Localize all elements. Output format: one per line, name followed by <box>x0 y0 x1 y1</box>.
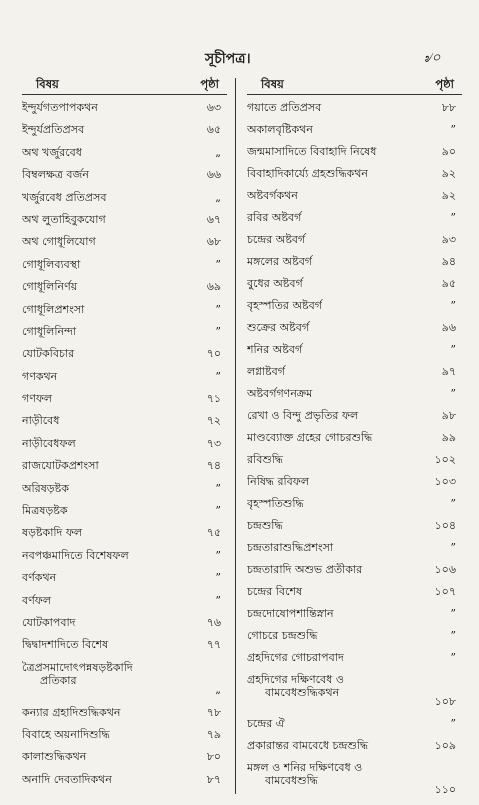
entry-subject-line: ষড়ষ্টকাদি ফল <box>22 526 83 540</box>
entry-subject <box>247 497 420 510</box>
entry-page: ১০২ <box>434 453 456 466</box>
entry-subject <box>247 431 420 444</box>
entry-page: ” <box>450 717 456 730</box>
entry-page: ৬৯ <box>206 280 221 294</box>
page-header: পৃষ্ঠা <box>200 77 219 91</box>
entry-page: ৯২ <box>441 167 456 180</box>
entry-page: ১০৩ <box>434 475 456 488</box>
entry-subject <box>247 563 420 576</box>
entry-subject-line: মিত্রষড়ষ্টক <box>22 504 68 518</box>
entry-subject <box>247 585 420 598</box>
entry-page: ৬৬ <box>206 168 221 182</box>
entry-subject-line-2: বামবেধশুদ্ধিকথন <box>265 686 340 699</box>
entry-page: ৭৮ <box>206 705 221 719</box>
index-entry <box>247 761 462 805</box>
entry-page: ৭১ <box>206 392 221 406</box>
entry-subject-line: বিম্বলক্ষত্র বর্জন <box>22 168 89 182</box>
entry-page: ৮৭ <box>206 772 221 786</box>
entry-subject <box>247 409 420 422</box>
entry-subject-line: অথ গোধূলিযোগ <box>22 235 96 249</box>
index-column-right <box>247 76 462 805</box>
entry-page: ৮০ <box>206 750 221 764</box>
entry-subject-line: রেখা ও বিন্দু প্রভৃতির ফল <box>247 409 359 422</box>
entry-page: ৯৪ <box>441 255 456 268</box>
entry-subject <box>247 651 420 664</box>
entry-page: ” <box>450 299 456 312</box>
column-divider <box>235 78 236 794</box>
index-entry <box>22 504 227 526</box>
entry-subject <box>247 607 420 620</box>
entry-subject-line: চন্দ্রশুদ্ধি <box>247 519 283 532</box>
entry-subject-line: কালাশুদ্ধিকথন <box>22 750 87 764</box>
index-entry <box>247 233 462 255</box>
entry-subject-line: চন্দ্রের বিশেষ <box>247 585 303 598</box>
index-entry <box>247 101 462 123</box>
entry-subject-line-2: বামবেধশুদ্ধি <box>265 774 318 787</box>
index-entry <box>22 482 227 504</box>
index-entry <box>22 191 227 213</box>
entry-page: ৭৫ <box>206 526 221 540</box>
entry-subject <box>247 541 420 554</box>
index-entry <box>22 168 227 190</box>
entry-page: ১০৯ <box>434 739 456 752</box>
entry-subject <box>22 459 185 472</box>
index-entry <box>22 146 227 168</box>
entry-subject-line: শুক্রের অষ্টবর্গ <box>247 321 310 334</box>
index-entry <box>247 365 462 387</box>
entry-subject-line: গণফল <box>22 392 53 406</box>
index-entry <box>247 739 462 761</box>
entry-subject-line: বিবাহে অয়নাদিশুদ্ধি <box>22 727 110 741</box>
entry-subject <box>247 761 420 787</box>
entry-page: ৯৩ <box>441 233 456 246</box>
entry-page: ” <box>450 629 456 642</box>
entry-page: ৯৬ <box>441 321 456 334</box>
entry-subject-line: চন্দ্রদোষোপশান্তিস্নান <box>247 607 334 620</box>
entry-subject-line: রাজযোটকপ্রশংসা <box>22 459 99 473</box>
index-entry <box>247 387 462 409</box>
index-entry <box>247 255 462 277</box>
index-entry <box>22 414 227 436</box>
entry-page: ৬৮ <box>206 235 221 249</box>
index-entry <box>247 519 462 541</box>
entry-subject-line: নাড়ীবেধ <box>22 414 60 428</box>
index-entry <box>22 616 227 638</box>
entry-subject-line: লগ্নাষ্টবর্গ <box>247 365 285 378</box>
entry-subject-line: গোধূলিব্যবস্থা <box>22 257 81 271</box>
index-entry <box>22 706 227 728</box>
entry-page: ” <box>215 548 221 562</box>
entry-page: ” <box>215 257 221 271</box>
entry-subject <box>247 277 420 290</box>
entry-subject <box>247 255 420 268</box>
entry-subject <box>22 414 185 427</box>
index-entry <box>22 392 227 414</box>
index-entry <box>22 571 227 593</box>
entry-subject-line: বিবাহাদিকার্য্যে গ্রহশুদ্ধিকথন <box>247 167 368 180</box>
index-entry <box>247 607 462 629</box>
entry-page: „ <box>215 190 221 204</box>
entry-subject-line: অরিষড়ষ্টক <box>22 481 69 495</box>
entry-page: ৭৯ <box>206 727 221 741</box>
entry-page: ” <box>450 123 456 136</box>
entry-subject-line: মাণ্ডব্যোক্ত গ্রহের গোচরশুদ্ধি <box>247 431 373 444</box>
index-entry <box>247 145 462 167</box>
index-entry <box>247 211 462 233</box>
entry-subject <box>22 661 185 687</box>
entry-subject-line: চন্দ্রতারাশুদ্ধিপ্রশংসা <box>247 541 334 554</box>
entry-subject <box>247 453 420 466</box>
entry-subject <box>247 519 420 532</box>
entry-page: ” <box>450 211 456 224</box>
column-header <box>247 76 462 95</box>
entry-subject-line: বৃহস্পতিশুদ্ধি <box>247 497 304 510</box>
index-list-right <box>247 101 462 805</box>
index-entry <box>22 437 227 459</box>
entry-page: ৭৭ <box>206 638 221 652</box>
entry-subject <box>247 343 420 356</box>
index-entry <box>22 213 227 235</box>
entry-subject <box>247 167 420 180</box>
entry-subject-line: গোধূলিনির্ণয় <box>22 280 78 294</box>
entry-subject-line: বর্ণফল <box>22 593 52 607</box>
index-column-left <box>22 76 227 795</box>
entry-page: ৭২ <box>206 414 221 428</box>
entry-page: ” <box>450 387 456 400</box>
index-title: সূচীপত্র। <box>205 51 251 67</box>
entry-page: „ <box>215 145 221 159</box>
index-entry <box>247 123 462 145</box>
entry-subject <box>247 101 420 114</box>
entry-subject-line: চন্দ্রতারাদি অশুভ প্রতীকার <box>247 563 363 576</box>
entry-subject <box>22 504 185 517</box>
index-entry <box>22 773 227 795</box>
index-entry <box>22 347 227 369</box>
entry-subject-line: অষ্টবর্গকথন <box>247 189 298 202</box>
entry-subject <box>22 594 185 607</box>
entry-subject <box>247 739 420 752</box>
entry-page: ” <box>450 651 456 664</box>
index-entry <box>247 167 462 189</box>
entry-subject-line: গোধূলিপ্রশংসা <box>22 302 85 316</box>
entry-page: ” <box>450 541 456 554</box>
index-entry <box>247 475 462 497</box>
entry-page: ৭৬ <box>206 615 221 629</box>
entry-subject-line: রবির অষ্টবর্গ <box>247 211 302 224</box>
index-entry <box>22 661 227 706</box>
index-entry <box>247 585 462 607</box>
entry-page: ” <box>450 343 456 356</box>
entry-subject <box>247 629 420 642</box>
entry-subject-line: ইন্দুৰ্যপ্রতিপ্রসব <box>22 123 85 137</box>
entry-subject-line: গোধূলিনিন্দা <box>22 324 77 338</box>
entry-subject-line: নবপঞ্চমাদিতে বিশেষফল <box>22 548 129 562</box>
entry-subject-line: চন্দ্রের অষ্টবর্গ <box>247 233 306 246</box>
entry-subject <box>22 325 185 338</box>
index-entry <box>22 459 227 481</box>
entry-subject <box>22 258 185 271</box>
entry-subject <box>247 145 420 158</box>
page-number: ৶০ <box>424 50 441 66</box>
entry-page: ৯০ <box>441 145 456 158</box>
entry-subject-line: দ্বিদ্বাদশাদিতে বিশেষ <box>22 638 109 652</box>
entry-page: ১০৬ <box>434 563 456 576</box>
entry-page: ১১০ <box>434 783 456 796</box>
index-entry <box>247 563 462 585</box>
entry-subject-line: রবিশুদ্ধি <box>247 453 284 466</box>
entry-page: ৯৯ <box>441 431 456 444</box>
entry-page: ” <box>215 324 221 338</box>
index-entry <box>22 549 227 571</box>
entry-subject-line: ইন্দুৰ্যগতপাপকথন <box>22 101 98 114</box>
entry-subject-line: চন্দ্রের ঐ <box>247 717 285 730</box>
index-list-left <box>22 101 227 795</box>
entry-subject <box>22 101 185 114</box>
entry-page: ৯৮ <box>441 409 456 422</box>
entry-page: ৭৩ <box>206 436 221 450</box>
entry-subject <box>22 191 185 204</box>
entry-subject-line: জন্মমাসাদিতে বিবাহাদি নিষেধ <box>247 145 377 158</box>
index-entry <box>247 673 462 717</box>
entry-subject-line: কন্যার গ্রহাদিশুদ্ধিকথন <box>22 705 121 719</box>
entry-subject-line: অষ্টবর্গগণনক্রম <box>247 387 313 400</box>
index-entry <box>247 409 462 431</box>
entry-subject-line-2: প্রতিকার <box>40 673 77 687</box>
entry-subject <box>22 526 185 539</box>
entry-subject-line: বুধের অষ্টবর্গ <box>247 277 303 290</box>
entry-page: ” <box>215 302 221 316</box>
entry-page: ৮৮ <box>441 101 456 114</box>
entry-subject-line: প্রকারান্তর বামবেধে চন্দ্রশুদ্ধি <box>247 739 369 752</box>
entry-page: ৭৪ <box>206 459 221 473</box>
entry-subject-line: গোচরে চন্দ্রশুদ্ধি <box>247 629 318 642</box>
entry-subject-line: মঙ্গলের অষ্টবর্গ <box>247 255 313 268</box>
entry-subject <box>247 387 420 400</box>
entry-subject <box>247 321 420 334</box>
entry-subject-line: গ্রহদিগের দক্ষিণবেধ ও <box>247 673 344 686</box>
entry-subject <box>247 365 420 378</box>
entry-subject <box>247 123 420 136</box>
index-entry <box>22 303 227 325</box>
entry-page: ৯৫ <box>441 277 456 290</box>
entry-subject-line: ত্রৈপ্রসমাদোৎপন্নষড়ষ্টকাদি <box>22 660 133 674</box>
entry-subject-line: গয়াতে প্রতিপ্রসব <box>247 101 322 114</box>
index-entry <box>247 321 462 343</box>
entry-subject <box>22 392 185 405</box>
entry-subject <box>22 280 185 293</box>
entry-page: ” <box>450 607 456 620</box>
index-entry <box>22 235 227 257</box>
entry-page: ৬৩ <box>206 101 221 114</box>
entry-subject <box>22 347 185 360</box>
index-entry <box>247 717 462 739</box>
entry-page: ১০৮ <box>434 695 456 708</box>
index-entry <box>22 280 227 302</box>
page-header: পৃষ্ঠা <box>435 77 454 91</box>
entry-subject <box>22 549 185 562</box>
entry-subject-line: অথ লুতাহিবুকযোগ <box>22 212 106 226</box>
index-entry <box>247 453 462 475</box>
entry-subject <box>22 706 185 719</box>
entry-page: ৯৭ <box>441 365 456 378</box>
entry-subject-line: অথ খর্জুরবেধ <box>22 145 82 159</box>
index-entry <box>247 431 462 453</box>
entry-subject-line: যোটকবিচার <box>22 347 75 361</box>
entry-subject-line: অকালবৃষ্টিকথন <box>247 123 313 136</box>
entry-subject-line: নিষিদ্ধ রবিফল <box>247 475 310 488</box>
entry-subject <box>22 146 185 159</box>
entry-subject <box>22 370 185 383</box>
entry-subject <box>247 233 420 246</box>
entry-subject <box>22 235 185 248</box>
subject-header: বিষয় <box>261 77 284 91</box>
entry-subject <box>22 616 185 629</box>
index-entry <box>22 370 227 392</box>
entry-subject <box>247 299 420 312</box>
entry-subject-line: মঙ্গল ও শনির দক্ষিণবেধ ও <box>247 761 363 774</box>
index-entry <box>22 258 227 280</box>
entry-subject <box>22 168 185 181</box>
entry-page: ” <box>215 593 221 607</box>
entry-subject-line: গ্রহদিগের গোচরাপবাদ <box>247 651 344 664</box>
entry-subject <box>247 475 420 488</box>
subject-header: বিষয় <box>36 77 59 91</box>
index-entry <box>247 299 462 321</box>
entry-subject <box>22 638 185 651</box>
entry-page: ৬৫ <box>206 123 221 137</box>
entry-subject-line: নাড়ীবেধফল <box>22 436 76 450</box>
entry-subject <box>22 571 185 584</box>
index-entry <box>247 541 462 563</box>
entry-subject-line: খর্জুরবেধ প্রতিপ্রসব <box>22 190 107 204</box>
entry-page: ১০৪ <box>434 519 456 532</box>
entry-page: ১০৭ <box>434 585 456 598</box>
entry-page: ৯২ <box>441 189 456 202</box>
entry-subject <box>22 750 185 763</box>
entry-subject <box>22 728 185 741</box>
column-header <box>22 76 227 95</box>
entry-page: ৬৭ <box>206 212 221 226</box>
entry-page: ” <box>215 504 221 518</box>
index-entry <box>247 629 462 651</box>
index-entry <box>247 343 462 365</box>
entry-subject-line: বৃহস্পতির অষ্টবর্গ <box>247 299 322 312</box>
entry-subject <box>247 673 420 699</box>
index-entry <box>22 594 227 616</box>
entry-subject <box>22 482 185 495</box>
entry-subject <box>247 717 420 730</box>
index-entry <box>247 497 462 519</box>
entry-page: ৭০ <box>206 347 221 361</box>
index-entry <box>22 750 227 772</box>
entry-subject <box>247 189 420 202</box>
index-entry <box>22 123 227 145</box>
index-entry <box>22 325 227 347</box>
entry-subject <box>22 303 185 316</box>
index-entry <box>22 728 227 750</box>
entry-subject <box>247 211 420 224</box>
index-entry <box>247 189 462 211</box>
entry-page: ” <box>215 481 221 495</box>
index-entry <box>22 526 227 548</box>
entry-page: „ <box>215 683 221 697</box>
index-entry <box>247 651 462 673</box>
entry-page: ” <box>215 571 221 585</box>
index-entry <box>22 638 227 660</box>
entry-subject-line: অনাদি দেবতাদিকথন <box>22 772 112 786</box>
entry-subject-line: বর্ণকথন <box>22 571 57 585</box>
entry-subject-line: গণকথন <box>22 369 58 383</box>
entry-subject <box>22 773 185 786</box>
entry-subject <box>22 437 185 450</box>
entry-subject-line: যোটকাপবাদ <box>22 615 76 629</box>
entry-page: ” <box>215 369 221 383</box>
entry-subject <box>22 213 185 226</box>
index-entry <box>22 101 227 123</box>
index-entry <box>247 277 462 299</box>
entry-subject <box>22 123 185 136</box>
entry-subject-line: শনির অষ্টবর্গ <box>247 343 303 356</box>
entry-page: ” <box>450 497 456 510</box>
